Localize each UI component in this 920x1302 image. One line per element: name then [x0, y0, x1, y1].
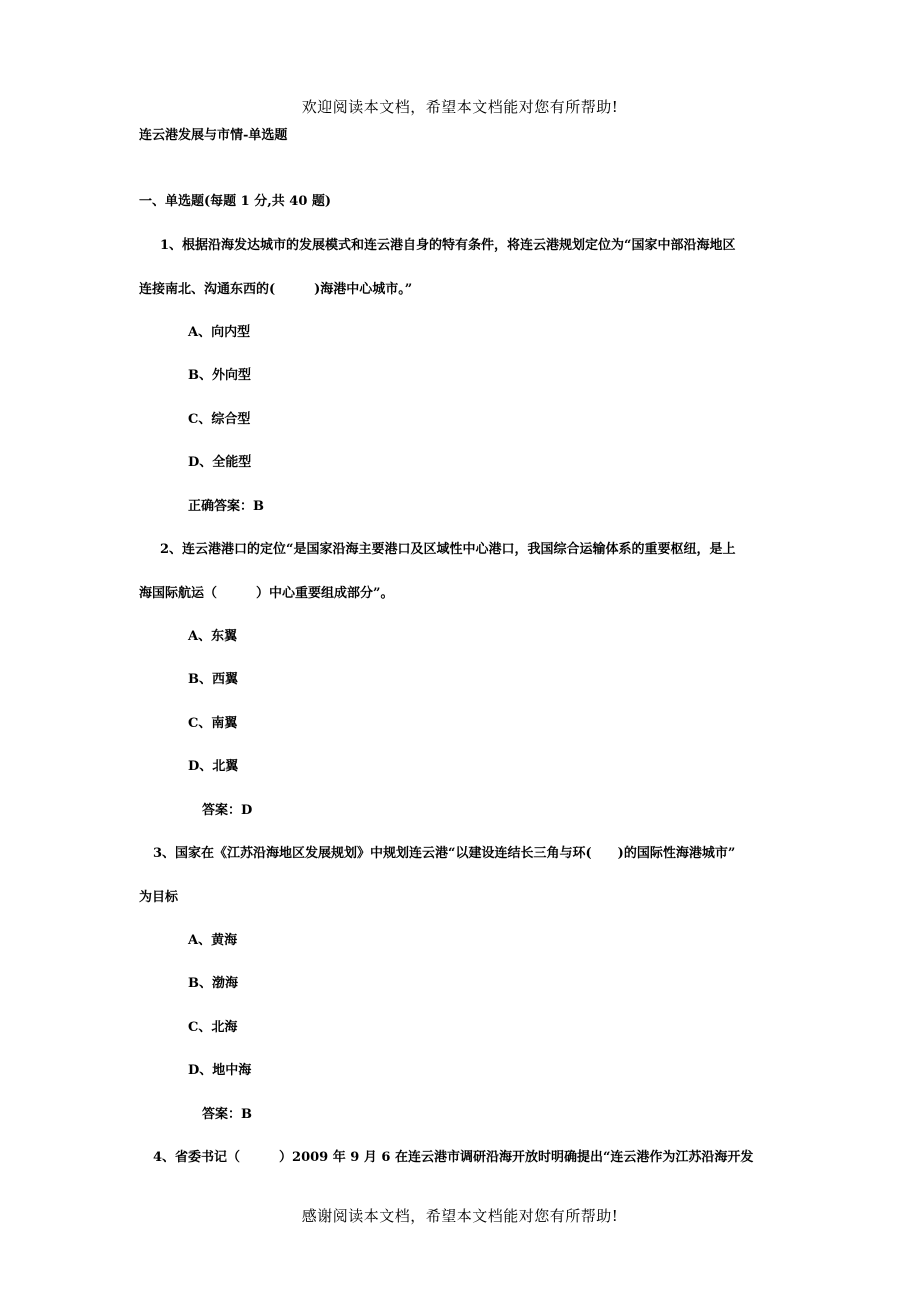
question-3-line-1: 3、国家在《江苏沿海地区发展规划》中规划连云港“以建设连结长三角与环( )的国际性海港城市” [153, 846, 736, 861]
question-1-line-1: 1、根据沿海发达城市的发展模式和连云港自身的特有条件，将连云港规划定位为“国家中部沿海地区 [160, 238, 736, 253]
question-3-option-c: C、北海 [188, 1020, 238, 1035]
question-1-line-2: 连接南北、沟通东西的( )海港中心城市。” [139, 282, 413, 297]
question-4-line-1: 4、省委书记（ ）2009 年 9 月 6 在连云港市调研沿海开放时明确提出“连云港作为江苏沿海开发 [153, 1150, 754, 1165]
question-1-answer: 正确答案：B [188, 499, 264, 514]
document-title: 连云港发展与市情-单选题 [139, 128, 288, 143]
question-1-option-b: B、外向型 [188, 368, 251, 383]
question-3-option-a: A、黄海 [188, 933, 238, 948]
question-3-option-d: D、地中海 [188, 1063, 252, 1078]
question-2-line-1: 2、连云港港口的定位“是国家沿海主要港口及区域性中心港口，我国综合运输体系的重要枢纽，是上 [160, 542, 736, 557]
question-1-option-a: A、向内型 [188, 325, 251, 340]
page-header: 欢迎阅读本文档，希望本文档能对您有所帮助! [301, 98, 619, 116]
question-3-line-2: 为目标 [139, 890, 179, 905]
question-2-option-b: B、西翼 [188, 672, 238, 687]
question-2-option-c: C、南翼 [188, 716, 238, 731]
page-footer: 感谢阅读本文档，希望本文档能对您有所帮助! [301, 1207, 619, 1225]
question-2-option-d: D、北翼 [188, 759, 239, 774]
question-1-option-c: C、综合型 [188, 412, 251, 427]
question-3-answer: 答案：B [202, 1107, 252, 1122]
question-2-answer: 答案：D [202, 803, 253, 818]
question-2-option-a: A、东翼 [188, 629, 238, 644]
question-3-option-b: B、渤海 [188, 976, 238, 991]
question-2-line-2: 海国际航运（ ）中心重要组成部分”。 [139, 586, 394, 601]
question-1-option-d: D、全能型 [188, 455, 252, 470]
section-heading: 一、单选题(每题 1 分,共 40 题) [139, 194, 332, 209]
